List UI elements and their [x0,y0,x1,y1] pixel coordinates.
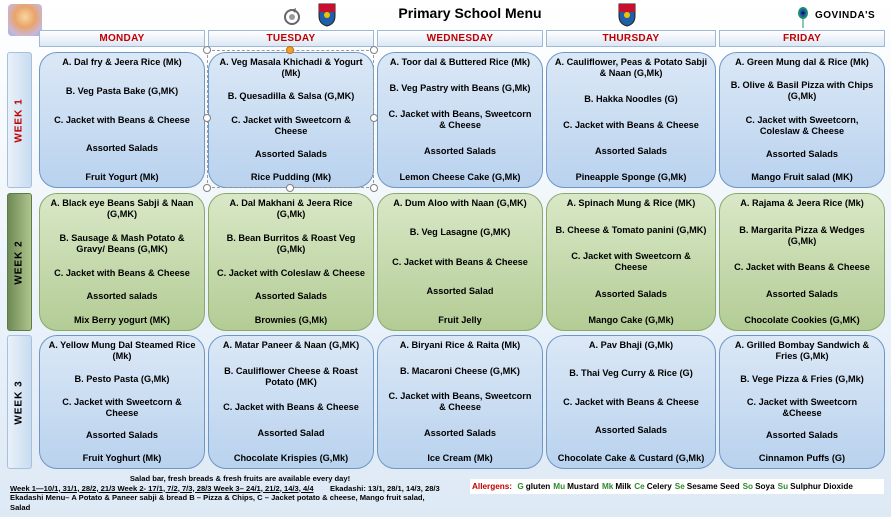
allergen-name: Celery [646,482,672,491]
menu-item: C. Jacket with Beans & Cheese [54,114,190,125]
menu-cell-week2-friday[interactable] [719,193,885,331]
school-logo-image [8,4,42,36]
menu-item: Assorted Salads [424,427,496,438]
menu-item: B. Margarita Pizza & Wedges (G,Mk) [739,224,865,246]
menu-item: A. Rajama & Jeera Rice (Mk) [740,198,864,208]
menu-cell-week1-thursday[interactable] [546,52,716,188]
allergen-name: Soya [755,482,775,491]
menu-cell-week1-wednesday[interactable] [377,52,543,188]
menu-item: Assorted Salads [595,146,667,156]
resize-handle[interactable] [286,184,294,192]
allergen-name: Mustard [567,482,599,491]
day-header-tuesday: TUESDAY [208,30,374,47]
allergen-code: Su [777,482,789,491]
week-2-label: WEEK 2 [7,193,32,331]
allergen-code: G [517,482,524,491]
menu-item: Assorted Salad [257,427,325,438]
menu-item: C. Jacket with Sweetcorn & Cheese [231,114,351,136]
menu-item: A. Veg Masala Khichadi & Yogurt (Mk) [219,57,363,78]
menu-item: B. Thai Veg Curry & Rice (G) [569,368,693,379]
menu-item: A. Dum Aloo with Naan (G,MK) [393,198,527,208]
resize-handle[interactable] [370,114,378,122]
allergen-legend [470,479,884,494]
menu-cell-week3-wednesday[interactable] [377,335,543,469]
salad-word: Salad [10,502,31,512]
menu-item: A. Grilled Bombay Sandwich & Fries (G,Mk) [734,340,870,361]
resize-handle[interactable] [203,46,211,54]
menu-item: A. Biryani Rice & Raita (Mk) [399,340,521,350]
menu-item: Mango Fruit salad (MK) [751,172,853,182]
menu-item: A. Black eye Beans Sabji & Naan (G,MK) [50,198,194,219]
menu-item: Assorted Salads [766,430,838,441]
menu-item: Assorted Salads [255,291,327,302]
menu-item: C. Jacket with Beans, Sweetcorn & Cheese [388,391,532,412]
week-3-label: WEEK 3 [7,335,32,469]
day-header-friday: FRIDAY [719,30,885,47]
menu-cell-week2-tuesday[interactable] [208,193,374,331]
resize-handle[interactable] [203,184,211,192]
allergens-label: Allergens: [472,482,513,491]
resize-handle[interactable] [370,184,378,192]
menu-item: B. Cheese & Tomato panini (G,MK) [555,224,707,235]
menu-cell-week1-monday[interactable] [39,52,205,188]
menu-item: C. Jacket with Beans & Cheese [734,262,870,272]
adjust-handle[interactable] [286,46,294,54]
menu-item: Assorted Salad [426,285,494,296]
menu-item: Fruit Yogurt (Mk) [85,172,159,182]
peacock-feather-icon [797,6,809,28]
menu-item: C. Jacket with Sweetcorn & Cheese [62,396,182,418]
menu-cell-week3-tuesday[interactable] [208,335,374,469]
menu-item: Fruit Jelly [438,315,482,325]
menu-item: B. Bean Burritos & Roast Veg (G,Mk) [226,232,356,254]
menu-item: A. Dal Makhani & Jeera Rice (G,Mk) [229,198,353,219]
allergen-name: Sulphur Dioxide [790,482,853,491]
menu-item: Assorted Salads [255,148,327,159]
ekadashi-menu: Ekadashi Menu– A Potato & Paneer sabji & bread B – Pizza & Chips, C – Jacket potato & cheese, Mango fruit salad, [10,493,425,502]
menu-cell-week3-friday[interactable] [719,335,885,469]
menu-cell-week1-tuesday[interactable] [208,52,374,188]
menu-cell-week1-friday[interactable] [719,52,885,188]
day-header-monday: MONDAY [39,30,205,47]
resize-handle[interactable] [203,114,211,122]
day-header-thursday: THURSDAY [546,30,716,47]
menu-item: B. Vege Pizza & Fries (G,Mk) [740,373,864,384]
menu-item: B. Veg Pastry with Beans (G,Mk) [389,83,531,93]
menu-item: B. Pesto Pasta (G,Mk) [74,373,170,384]
allergen-code: Mk [601,482,614,491]
menu-item: C. Jacket with Beans & Cheese [563,120,699,130]
crest-icon-right [618,3,636,27]
menu-item: C. Jacket with Sweetcorn, Coleslaw & Cheese [745,114,859,136]
allergen-name: gluten [525,482,551,491]
menu-item: Rice Pudding (Mk) [250,172,332,182]
resize-handle[interactable] [370,46,378,54]
menu-item: Fruit Yoghurt (Mk) [82,453,162,463]
allergen-code: Mu [553,482,566,491]
menu-cell-week3-thursday[interactable] [546,335,716,469]
ekadashi-dates: Ekadashi: 13/1, 28/1, 14/3, 28/3 [330,484,440,493]
menu-item: B. Cauliflower Cheese & Roast Potato (MK) [224,365,358,387]
crest-icon [318,3,336,27]
menu-item: Brownies (G,Mk) [254,315,328,325]
menu-item: C. Jacket with Beans, Sweetcorn & Cheese [388,109,532,130]
menu-item: C. Jacket with Beans & Cheese [392,256,528,267]
menu-item: C. Jacket with Sweetcorn & Cheese [571,251,691,272]
menu-item: Mango Cake (G,Mk) [588,315,674,325]
menu-cell-week2-thursday[interactable] [546,193,716,331]
menu-item: Ice Cream (Mk) [427,453,493,463]
allergen-code: Se [674,482,685,491]
menu-item: C. Jacket with Coleslaw & Cheese [216,267,366,278]
menu-item: B. Macaroni Cheese (G,MK) [400,365,520,376]
menu-cell-week3-monday[interactable] [39,335,205,469]
menu-item: Mix Berry yogurt (MK) [74,315,170,325]
menu-item: A. Dal fry & Jeera Rice (Mk) [62,57,182,67]
day-header-wednesday: WEDNESDAY [377,30,543,47]
menu-item: C. Jacket with Beans & Cheese [54,267,190,278]
menu-item: C. Jacket with Sweetcorn &Cheese [746,396,858,418]
menu-item: C. Jacket with Beans & Cheese [563,396,699,407]
menu-item: B. Veg Lasagne (G,MK) [409,227,511,238]
menu-item: B. Quesadilla & Salsa (G,MK) [227,91,355,102]
menu-cell-week2-monday[interactable] [39,193,205,331]
menu-item: B. Hakka Noodles (G) [584,94,678,104]
menu-item: Assorted Salads [595,288,667,299]
menu-item: Assorted salads [86,291,158,302]
week-dates: Week 1—10/1, 31/1, 28/2, 21/3 Week 2- 17/1, 7/2, 7/3, 28/3 Week 3– 24/1, 21/2, 14/3, 4/4 [10,483,314,493]
menu-item: A. Cauliflower, Peas & Potato Sabji & Naan (G,Mk) [554,57,708,78]
menu-item: Cinnamon Puffs (G) [758,453,846,463]
brand-name: GOVINDA'S [815,10,876,21]
menu-item: A. Toor dal & Buttered Rice (Mk) [389,57,531,67]
menu-item: A. Yellow Mung Dal Steamed Rice (Mk) [48,340,196,361]
menu-item: A. Green Mung dal & Rice (Mk) [735,57,869,67]
allergen-name: Milk [615,482,632,491]
allergen-code: Ce [634,482,645,491]
footer-notes [10,474,470,512]
menu-item: Chocolate Krispies (G,Mk) [233,453,349,463]
menu-item: Chocolate Cookies (G,MK) [744,315,860,325]
page-title: Primary School Menu [398,5,542,21]
menu-cell-week2-wednesday[interactable] [377,193,543,331]
menu-item: Assorted Salads [424,146,496,156]
allergen-name: Sesame Seed [686,482,740,491]
menu-item: Assorted Salads [86,430,158,441]
menu-item: Pineapple Sponge (G,Mk) [575,172,687,182]
allergen-code: So [742,482,754,491]
menu-item: Assorted Salads [766,288,838,299]
menu-item: Assorted Salads [86,143,158,154]
menu-item: Chocolate Cake & Custard (G,Mk) [557,453,705,463]
menu-item: B. Olive & Basil Pizza with Chips (G,Mk) [730,80,874,102]
menu-item: Assorted Salads [595,424,667,435]
menu-item: A. Pav Bhaji (G,Mk) [588,340,674,350]
menu-item: B. Veg Pasta Bake (G,MK) [65,85,179,96]
menu-item: A. Spinach Mung & Rice (MK) [566,198,696,208]
menu-item: Lemon Cheese Cake (G,Mk) [399,172,521,182]
menu-item: A. Matar Paneer & Naan (G,MK) [222,340,360,350]
menu-item: C. Jacket with Beans & Cheese [223,402,359,412]
rotate-handle-icon[interactable] [282,7,302,27]
menu-item: B. Sausage & Mash Potato & Gravy/ Beans (G,MK) [59,232,185,254]
menu-item: Assorted Salads [766,148,838,159]
salad-note: Salad bar, fresh breads & fresh fruits are available every day! [129,474,351,483]
week-1-label: WEEK 1 [7,52,32,188]
